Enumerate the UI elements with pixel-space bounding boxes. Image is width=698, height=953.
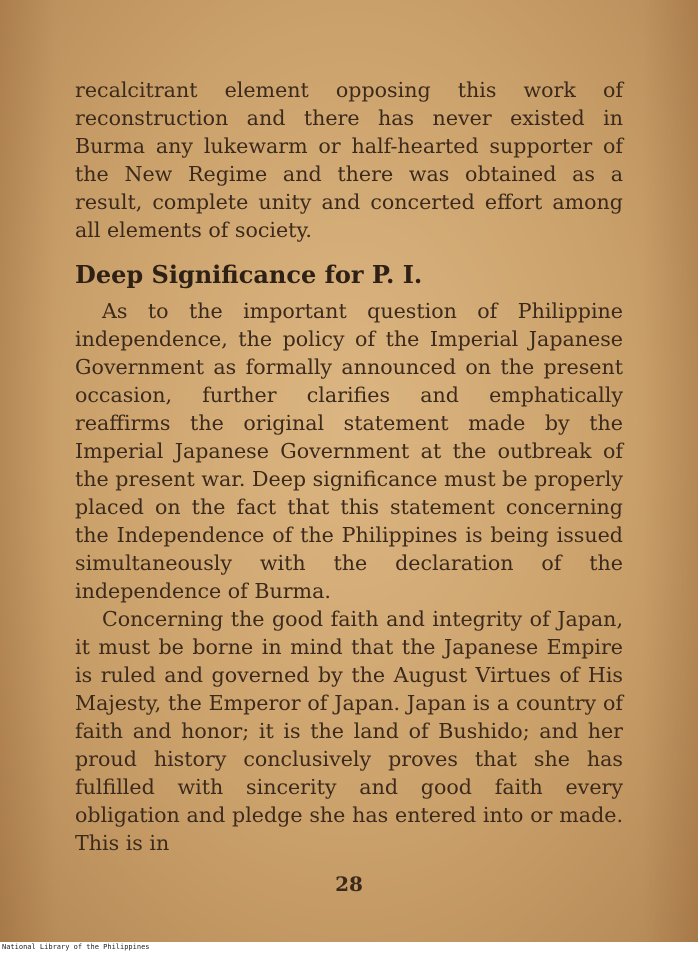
footer-strip — [0, 942, 698, 953]
page-number: 28 — [335, 872, 363, 896]
page-body-text — [75, 76, 623, 857]
paragraph-good-faith: Concerning the good faith and integrity of Japan, it must be borne in mind that the Japanese Empire is ruled and governed by the August Virtues of His Majesty, the Emperor of Japan. Japan is a country of faith and honor; it is the land of Bushido; and her proud history conclusively proves that she has fulfilled with sincerity and good faith every obligation and pledge she has entered into or made. This is in — [75, 607, 623, 855]
paragraph-independence: As to the important question of Philippine independence, the policy of the Imperial Japanese Government as formally announced on the present occasion, further clarifies and emphatically reaffirms the original statement made by the Imperial Japanese Government at the outbreak of the present war. Deep significance must be properly placed on the fact that this statement concerning the Independence of the Philippines is being issued simultaneously with the declaration of the independence of Burma. — [75, 299, 623, 603]
lead-paragraph: recalcitrant element opposing this work of reconstruction and there has never existed in Burma any lukewarm or half-hearted supporter of the New Regime and there was obtained as a result, complete unity and concerted effort among all elements of society. — [75, 78, 623, 242]
section-heading: Deep Significance for P. I. — [75, 260, 423, 289]
library-credit: National Library of the Philippines — [2, 943, 150, 951]
